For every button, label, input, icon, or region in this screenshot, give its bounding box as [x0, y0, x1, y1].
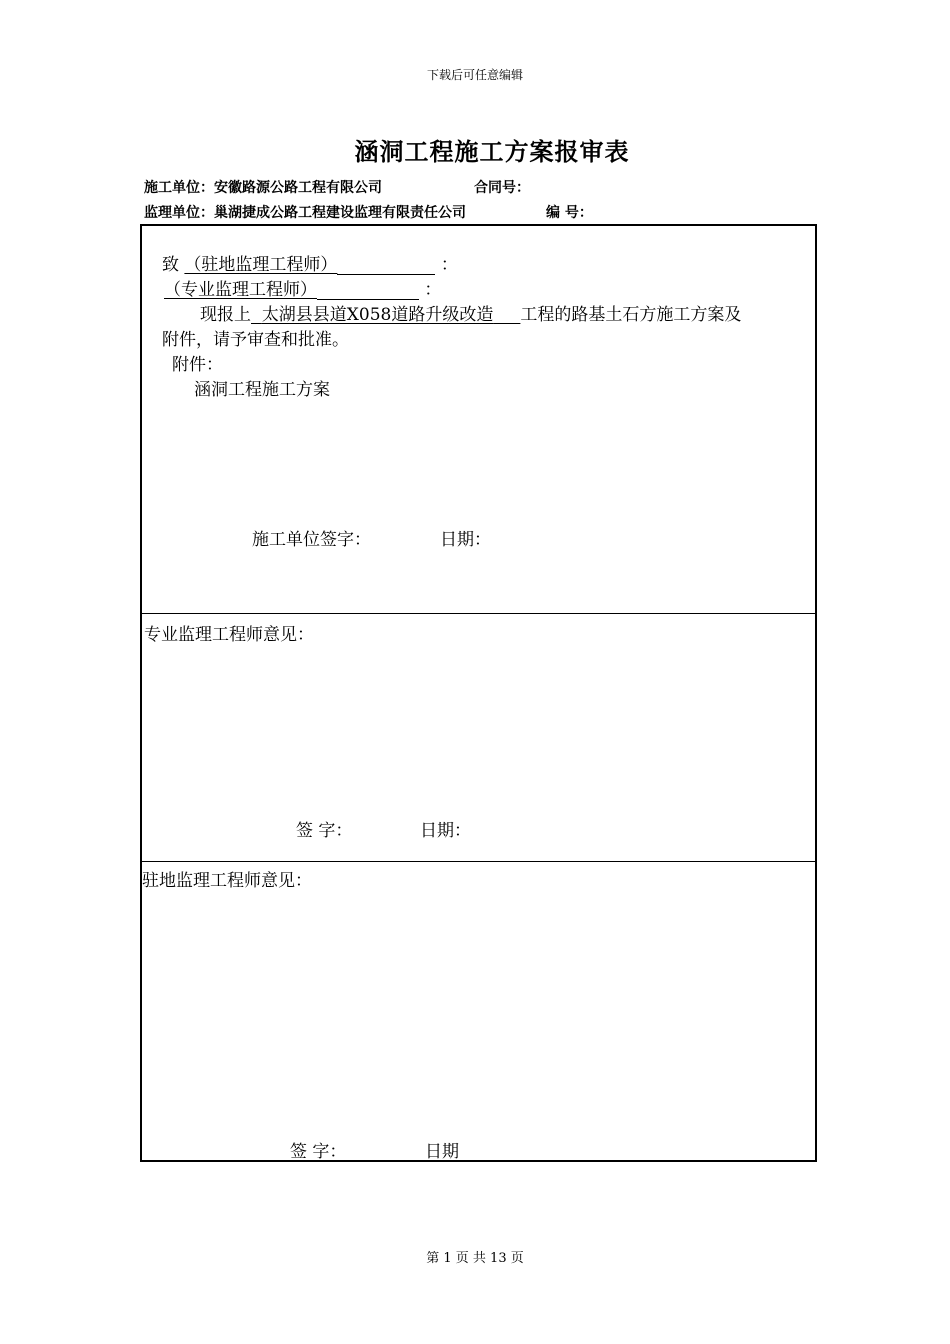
section-divider-2	[142, 861, 815, 862]
specialist-opinion-label: 专业监理工程师意见：	[144, 625, 314, 645]
review-form-table	[140, 224, 817, 1162]
serial-number-label: 编 号：	[546, 205, 593, 221]
colon-2: ：	[424, 280, 442, 300]
project-name-field[interactable]: 太湖县县道X058道路升级改造	[261, 305, 494, 325]
resident-date-label: 日期	[425, 1142, 459, 1162]
form-title: 涵洞工程施工方案报审表	[354, 137, 630, 166]
submission-line	[200, 300, 741, 325]
contract-number-label: 合同号：	[474, 180, 530, 196]
body-prefix: 现报上	[200, 305, 251, 325]
specialist-engineer-blank[interactable]	[317, 281, 419, 300]
to-prefix: 致	[162, 255, 179, 275]
specialist-engineer-field[interactable]: （专业监理工程师）	[164, 280, 317, 300]
resident-engineer-blank[interactable]	[337, 256, 435, 275]
specialist-date-label: 日期：	[420, 821, 471, 841]
contractor-date-label: 日期：	[440, 530, 491, 550]
supervisor-unit: 监理单位：巢湖捷成公路工程建设监理有限责任公司	[144, 205, 466, 221]
resident-opinion-label: 驻地监理工程师意见：	[142, 871, 312, 891]
resident-engineer-field[interactable]: （驻地监理工程师）	[184, 255, 338, 275]
addressee-line-1	[162, 250, 458, 275]
contractor-unit: 施工单位：安徽路源公路工程有限公司	[144, 180, 382, 196]
section-divider-1	[142, 613, 815, 614]
page-footer: 第 1 页 共 13 页	[426, 1251, 524, 1266]
contractor-sign-label: 施工单位签字：	[252, 530, 371, 550]
addressee-line-2	[164, 275, 441, 300]
body-suffix: 工程的路基土石方施工方案及	[520, 305, 742, 325]
colon-1: ：	[440, 255, 458, 275]
attachment-item: 涵洞工程施工方案	[194, 380, 330, 400]
attachment-label: 附件：	[172, 355, 223, 375]
submission-line-2: 附件，请予审查和批准。	[162, 330, 349, 350]
specialist-sign-label: 签 字：	[296, 821, 353, 841]
resident-sign-label: 签 字：	[290, 1142, 347, 1162]
header-note: 下载后可任意编辑	[426, 68, 523, 82]
